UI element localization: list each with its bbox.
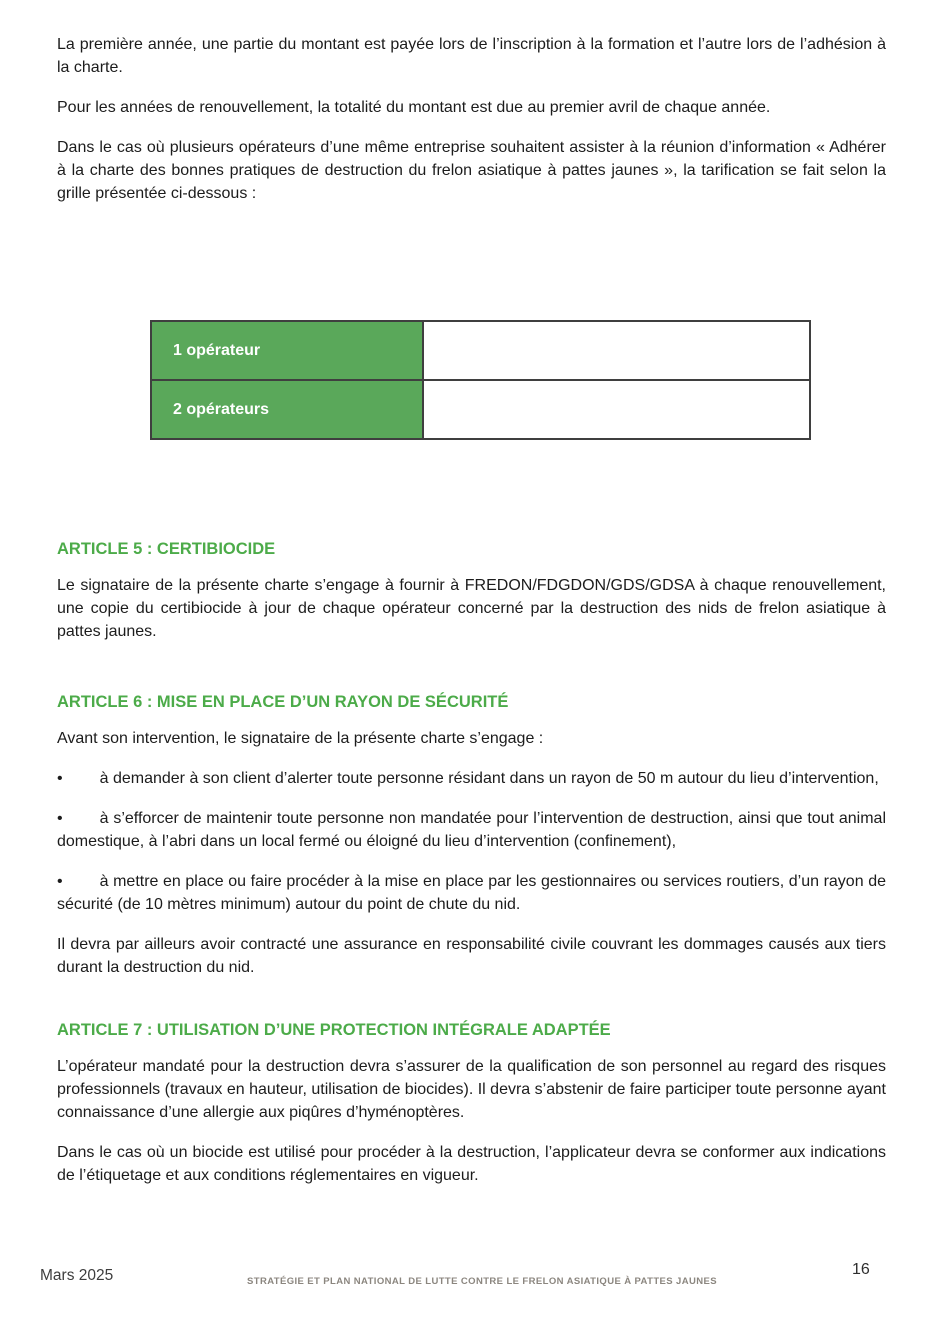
footer-date: Mars 2025 xyxy=(40,1267,114,1284)
article-6-bullet-1 xyxy=(57,767,886,790)
table-header-cell-1-operateur: 1 opérateur xyxy=(151,321,423,380)
article-7-paragraph-2: Dans le cas où un biocide est utilisé pour procéder à la destruction, l’applicateur devra se conformer aux indications de l’étiquetage et aux conditions réglementaires en vigueur. xyxy=(57,1144,886,1184)
article-5-body: Le signataire de la présente charte s’engage à fournir à FREDON/FDGDON/GDS/GDSA à chaque renouvellement, une copie du certibiocide à jour de chaque opérateur concerné par la destruction des nids de frelon asiatique à pattes jaunes. xyxy=(57,577,886,640)
bullet-icon: • xyxy=(57,873,63,890)
table-value-cell-1-operateur xyxy=(423,321,810,380)
bullet-text: à s’efforcer de maintenir toute personne non mandatée pour l’intervention de destruction, ainsi que tout animal domestique, à l’abri dans un local fermé ou éloigné du lieu d’intervention (confinement), xyxy=(57,810,886,850)
page-number: 16 xyxy=(852,1261,870,1278)
article-6-heading: ARTICLE 6 : MISE EN PLACE D’UN RAYON DE SÉCURITÉ xyxy=(57,693,509,711)
table-row xyxy=(151,380,810,439)
footer-document-title: STRATÉGIE ET PLAN NATIONAL DE LUTTE CONTRE LE FRELON ASIATIQUE À PATTES JAUNES xyxy=(247,1276,717,1287)
intro-paragraph-2: Pour les années de renouvellement, la totalité du montant est due au premier avril de chaque année. xyxy=(57,99,771,116)
article-6-intro: Avant son intervention, le signataire de la présente charte s’engage : xyxy=(57,730,544,747)
article-6-bullet-2 xyxy=(57,807,886,853)
intro-paragraph-1: La première année, une partie du montant est payée lors de l’inscription à la formation et l’autre lors de l’adhésion à la charte. xyxy=(57,36,886,76)
article-5-heading: ARTICLE 5 : CERTIBIOCIDE xyxy=(57,540,276,558)
article-7-paragraph-1: L’opérateur mandaté pour la destruction devra s’assurer de la qualification de son personnel au regard des risques professionnels (travaux en hauteur, utilisation de biocides). Il devra s’abstenir de faire participer toute personne ayant connaissance d’une allergie aux piqûres d’hyménoptères. xyxy=(57,1058,886,1121)
bullet-icon: • xyxy=(57,770,63,787)
pricing-table xyxy=(150,320,811,440)
bullet-icon: • xyxy=(57,810,63,827)
bullet-text: à mettre en place ou faire procéder à la mise en place par les gestionnaires ou services routiers, d’un rayon de sécurité (de 10 mètres minimum) autour du point de chute du nid. xyxy=(57,873,886,913)
article-6-closing: Il devra par ailleurs avoir contracté une assurance en responsabilité civile couvrant les dommages causés aux tiers durant la destruction du nid. xyxy=(57,936,886,976)
article-6-bullet-3 xyxy=(57,870,886,916)
table-value-cell-2-operateurs xyxy=(423,380,810,439)
intro-paragraph-3: Dans le cas où plusieurs opérateurs d’une même entreprise souhaitent assister à la réunion d’information « Adhérer à la charte des bonnes pratiques de destruction du frelon asiatique à pattes jaunes », la tarification se fait selon la grille présentée ci-dessous : xyxy=(57,139,886,202)
table-header-cell-2-operateurs: 2 opérateurs xyxy=(151,380,423,439)
table-row xyxy=(151,321,810,380)
article-7-heading: ARTICLE 7 : UTILISATION D’UNE PROTECTION INTÉGRALE ADAPTÉE xyxy=(57,1021,611,1039)
bullet-text: à demander à son client d’alerter toute personne résidant dans un rayon de 50 m autour du lieu d’intervention, xyxy=(99,770,879,787)
